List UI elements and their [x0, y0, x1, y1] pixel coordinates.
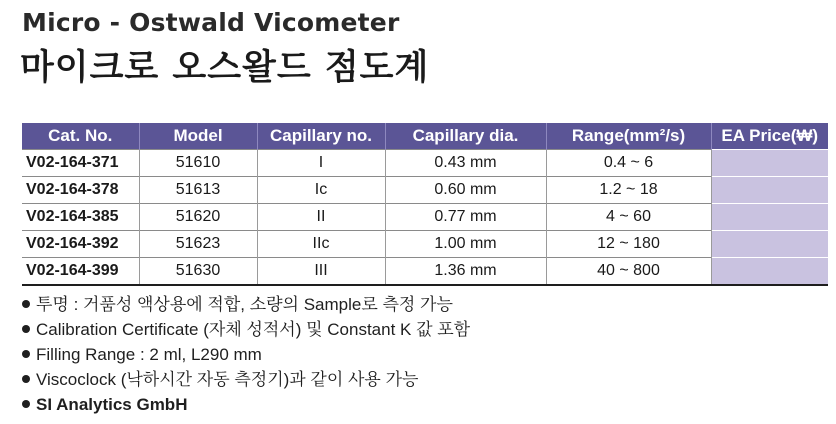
- note-text: Viscoclock (낙하시간 자동 측정기)과 같이 사용 가능: [36, 370, 419, 389]
- cell-range: 1.2 ~ 18: [546, 177, 711, 204]
- header-capillary-no: Capillary no.: [257, 123, 385, 150]
- manufacturer-name: SI Analytics GmbH: [36, 395, 188, 414]
- list-item: [22, 367, 470, 392]
- note-text: 투명 : 거품성 액상용에 적합, 소량의 Sample로 측정 가능: [36, 295, 453, 314]
- cell-price: [711, 150, 828, 177]
- cell-model: 51630: [139, 258, 257, 286]
- list-item: [22, 292, 470, 317]
- notes-list: [22, 292, 470, 417]
- cell-capillary-no: III: [257, 258, 385, 286]
- table-row: [22, 258, 828, 286]
- header-ea-price: EA Price(₩): [711, 123, 828, 150]
- cell-cat-no: V02-164-385: [22, 204, 139, 231]
- table-row: [22, 204, 828, 231]
- cell-price: [711, 204, 828, 231]
- table-row: [22, 231, 828, 258]
- header-capillary-dia: Capillary dia.: [385, 123, 546, 150]
- cell-cat-no: V02-164-392: [22, 231, 139, 258]
- cell-range: 4 ~ 60: [546, 204, 711, 231]
- cell-range: 12 ~ 180: [546, 231, 711, 258]
- bullet-icon: [22, 375, 30, 383]
- cell-price: [711, 258, 828, 286]
- header-cat-no: Cat. No.: [22, 123, 139, 150]
- bullet-icon: [22, 350, 30, 358]
- cell-range: 0.4 ~ 6: [546, 150, 711, 177]
- table-header-row: [22, 123, 828, 150]
- cell-model: 51610: [139, 150, 257, 177]
- product-spec-table: [22, 123, 828, 286]
- cell-model: 51620: [139, 204, 257, 231]
- list-item: [22, 342, 470, 367]
- table-row: [22, 150, 828, 177]
- cell-capillary-dia: 0.60 mm: [385, 177, 546, 204]
- cell-cat-no: V02-164-371: [22, 150, 139, 177]
- bullet-icon: [22, 300, 30, 308]
- cell-capillary-no: IIc: [257, 231, 385, 258]
- page-title-english: Micro - Ostwald Vicometer: [22, 8, 400, 37]
- note-text: Calibration Certificate (자체 성적서) 및 Constant K 값 포함: [36, 320, 471, 339]
- cell-capillary-no: I: [257, 150, 385, 177]
- page-title-korean: 마이크로 오스왈드 점도계: [20, 48, 430, 88]
- cell-capillary-dia: 1.00 mm: [385, 231, 546, 258]
- cell-price: [711, 177, 828, 204]
- cell-cat-no: V02-164-378: [22, 177, 139, 204]
- cell-price: [711, 231, 828, 258]
- header-model: Model: [139, 123, 257, 150]
- cell-cat-no: V02-164-399: [22, 258, 139, 286]
- cell-range: 40 ~ 800: [546, 258, 711, 286]
- header-range: Range(mm²/s): [546, 123, 711, 150]
- list-item: [22, 392, 470, 417]
- list-item: [22, 317, 470, 342]
- cell-capillary-dia: 0.43 mm: [385, 150, 546, 177]
- cell-capillary-dia: 0.77 mm: [385, 204, 546, 231]
- cell-model: 51613: [139, 177, 257, 204]
- bullet-icon: [22, 325, 30, 333]
- note-text: Filling Range : 2 ml, L290 mm: [36, 345, 262, 364]
- cell-capillary-dia: 1.36 mm: [385, 258, 546, 286]
- bullet-icon: [22, 400, 30, 408]
- table-row: [22, 177, 828, 204]
- cell-capillary-no: Ic: [257, 177, 385, 204]
- cell-model: 51623: [139, 231, 257, 258]
- cell-capillary-no: II: [257, 204, 385, 231]
